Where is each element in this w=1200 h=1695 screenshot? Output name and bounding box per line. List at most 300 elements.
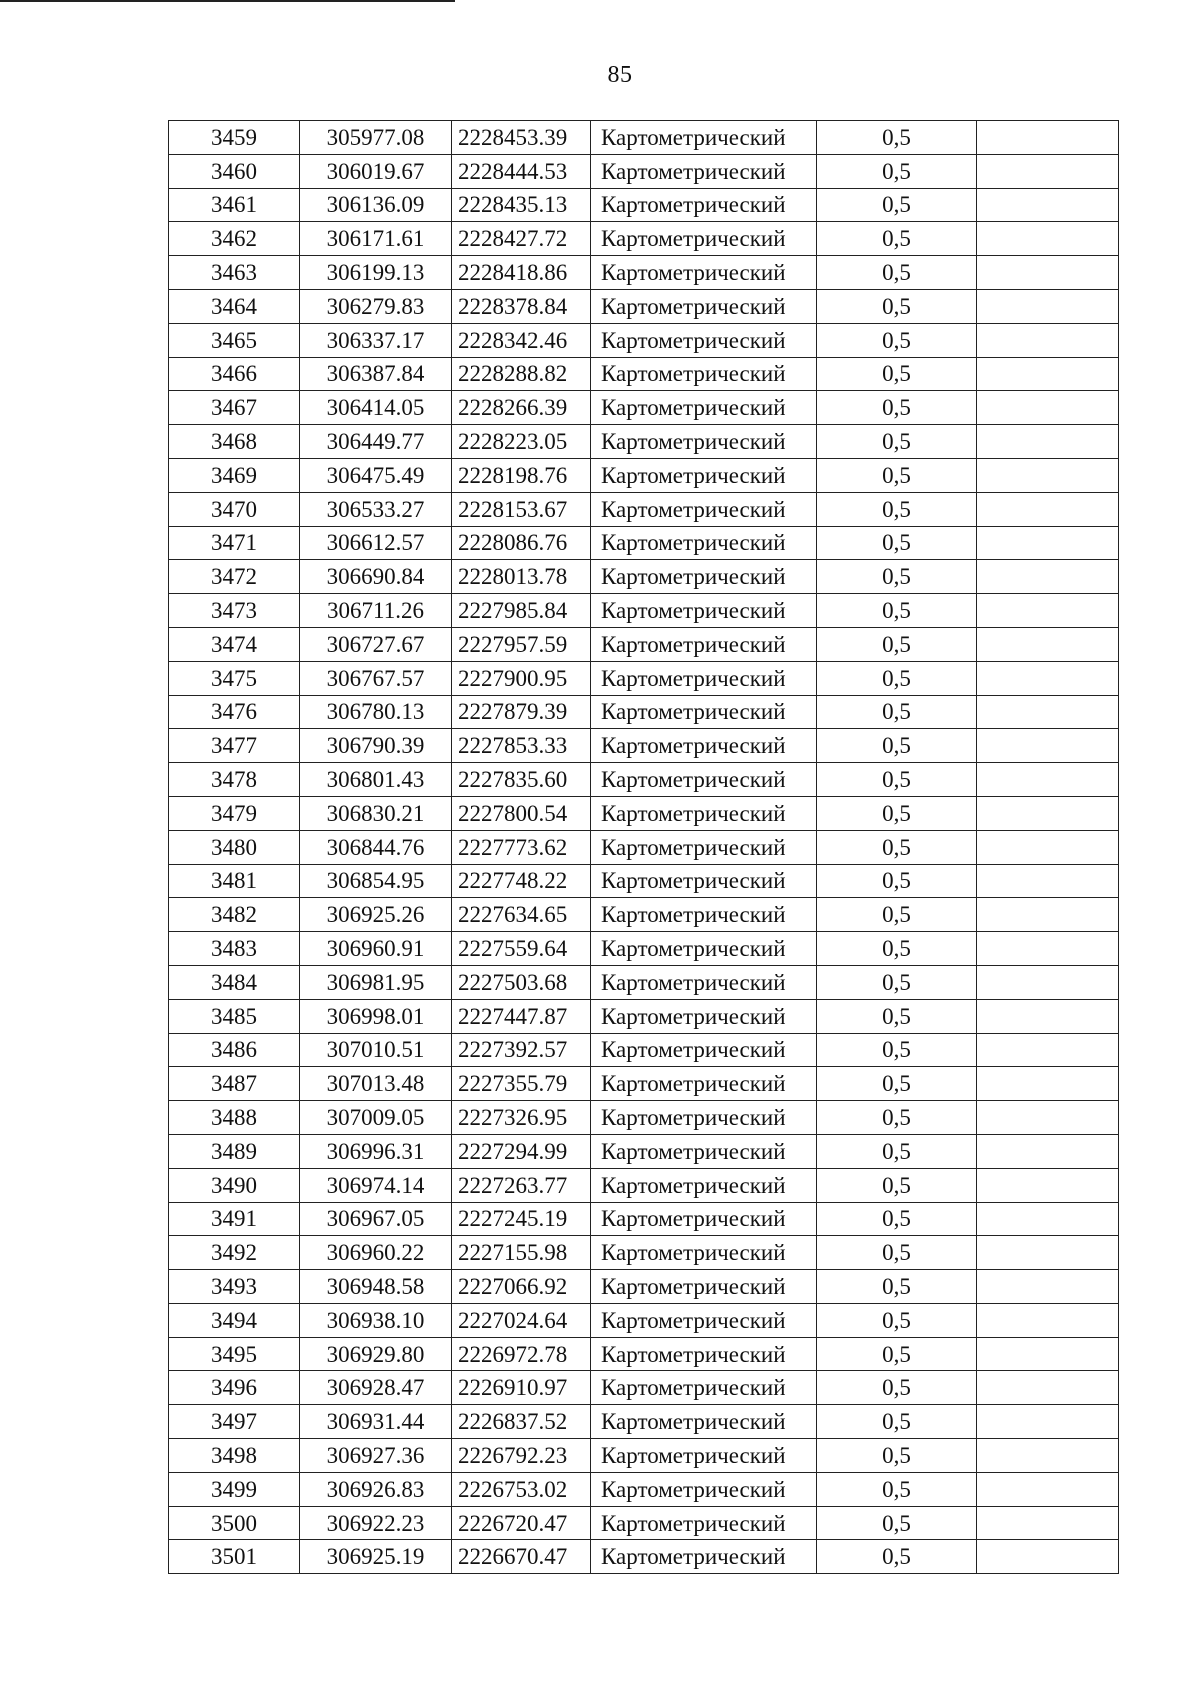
method-cell: Картометрический: [591, 1303, 817, 1337]
x-coordinate-cell: 306960.91: [300, 932, 452, 966]
note-cell: [977, 458, 1119, 492]
note-cell: [977, 999, 1119, 1033]
point-number-cell: 3495: [169, 1337, 300, 1371]
point-number-cell: 3485: [169, 999, 300, 1033]
x-coordinate-cell: 306960.22: [300, 1236, 452, 1270]
point-number-cell: 3469: [169, 458, 300, 492]
x-coordinate-cell: 306844.76: [300, 830, 452, 864]
note-cell: [977, 932, 1119, 966]
method-cell: Картометрический: [591, 999, 817, 1033]
note-cell: [977, 222, 1119, 256]
table-row: [169, 695, 1119, 729]
table-row: [169, 121, 1119, 155]
method-cell: Картометрический: [591, 932, 817, 966]
method-cell: Картометрический: [591, 357, 817, 391]
method-cell: Картометрический: [591, 391, 817, 425]
table-row: [169, 289, 1119, 323]
point-number-cell: 3496: [169, 1371, 300, 1405]
method-cell: Картометрический: [591, 796, 817, 830]
accuracy-cell: 0,5: [817, 661, 977, 695]
table-row: [169, 1202, 1119, 1236]
note-cell: [977, 323, 1119, 357]
accuracy-cell: 0,5: [817, 121, 977, 155]
point-number-cell: 3488: [169, 1101, 300, 1135]
method-cell: Картометрический: [591, 864, 817, 898]
y-coordinate-cell: 2227503.68: [452, 965, 591, 999]
accuracy-cell: 0,5: [817, 222, 977, 256]
note-cell: [977, 560, 1119, 594]
accuracy-cell: 0,5: [817, 1439, 977, 1473]
x-coordinate-cell: 306136.09: [300, 188, 452, 222]
point-number-cell: 3464: [169, 289, 300, 323]
y-coordinate-cell: 2226670.47: [452, 1540, 591, 1574]
method-cell: Картометрический: [591, 1472, 817, 1506]
accuracy-cell: 0,5: [817, 425, 977, 459]
x-coordinate-cell: 306767.57: [300, 661, 452, 695]
point-number-cell: 3460: [169, 154, 300, 188]
method-cell: Картометрический: [591, 729, 817, 763]
y-coordinate-cell: 2227447.87: [452, 999, 591, 1033]
point-number-cell: 3463: [169, 256, 300, 290]
table-row: [169, 796, 1119, 830]
y-coordinate-cell: 2227773.62: [452, 830, 591, 864]
point-number-cell: 3474: [169, 627, 300, 661]
x-coordinate-cell: 306929.80: [300, 1337, 452, 1371]
method-cell: Картометрический: [591, 1236, 817, 1270]
accuracy-cell: 0,5: [817, 695, 977, 729]
method-cell: Картометрический: [591, 763, 817, 797]
table-row: [169, 932, 1119, 966]
x-coordinate-cell: 306279.83: [300, 289, 452, 323]
table-row: [169, 1236, 1119, 1270]
method-cell: Картометрический: [591, 594, 817, 628]
method-cell: Картометрический: [591, 1101, 817, 1135]
y-coordinate-cell: 2227800.54: [452, 796, 591, 830]
y-coordinate-cell: 2227294.99: [452, 1134, 591, 1168]
note-cell: [977, 796, 1119, 830]
x-coordinate-cell: 307010.51: [300, 1033, 452, 1067]
method-cell: Картометрический: [591, 695, 817, 729]
point-number-cell: 3477: [169, 729, 300, 763]
y-coordinate-cell: 2227245.19: [452, 1202, 591, 1236]
note-cell: [977, 188, 1119, 222]
y-coordinate-cell: 2227263.77: [452, 1168, 591, 1202]
method-cell: Картометрический: [591, 898, 817, 932]
accuracy-cell: 0,5: [817, 256, 977, 290]
table-row: [169, 864, 1119, 898]
method-cell: Картометрический: [591, 560, 817, 594]
y-coordinate-cell: 2227748.22: [452, 864, 591, 898]
method-cell: Картометрический: [591, 1371, 817, 1405]
point-number-cell: 3478: [169, 763, 300, 797]
method-cell: Картометрический: [591, 1168, 817, 1202]
y-coordinate-cell: 2228086.76: [452, 526, 591, 560]
x-coordinate-cell: 306938.10: [300, 1303, 452, 1337]
accuracy-cell: 0,5: [817, 1405, 977, 1439]
point-number-cell: 3482: [169, 898, 300, 932]
point-number-cell: 3492: [169, 1236, 300, 1270]
accuracy-cell: 0,5: [817, 323, 977, 357]
point-number-cell: 3468: [169, 425, 300, 459]
accuracy-cell: 0,5: [817, 560, 977, 594]
table-row: [169, 1337, 1119, 1371]
point-number-cell: 3497: [169, 1405, 300, 1439]
y-coordinate-cell: 2226720.47: [452, 1506, 591, 1540]
y-coordinate-cell: 2227853.33: [452, 729, 591, 763]
x-coordinate-cell: 307009.05: [300, 1101, 452, 1135]
accuracy-cell: 0,5: [817, 289, 977, 323]
x-coordinate-cell: 306780.13: [300, 695, 452, 729]
y-coordinate-cell: 2228223.05: [452, 425, 591, 459]
table-row: [169, 425, 1119, 459]
accuracy-cell: 0,5: [817, 526, 977, 560]
note-cell: [977, 357, 1119, 391]
accuracy-cell: 0,5: [817, 627, 977, 661]
method-cell: Картометрический: [591, 1540, 817, 1574]
point-number-cell: 3470: [169, 492, 300, 526]
table-row: [169, 222, 1119, 256]
point-number-cell: 3481: [169, 864, 300, 898]
note-cell: [977, 1236, 1119, 1270]
accuracy-cell: 0,5: [817, 1202, 977, 1236]
method-cell: Картометрический: [591, 492, 817, 526]
method-cell: Картометрический: [591, 1067, 817, 1101]
page-top-rule: [0, 0, 455, 2]
y-coordinate-cell: 2228435.13: [452, 188, 591, 222]
y-coordinate-cell: 2228453.39: [452, 121, 591, 155]
accuracy-cell: 0,5: [817, 357, 977, 391]
point-number-cell: 3487: [169, 1067, 300, 1101]
table-row: [169, 1134, 1119, 1168]
table-row: [169, 999, 1119, 1033]
accuracy-cell: 0,5: [817, 188, 977, 222]
y-coordinate-cell: 2227326.95: [452, 1101, 591, 1135]
y-coordinate-cell: 2228013.78: [452, 560, 591, 594]
accuracy-cell: 0,5: [817, 1067, 977, 1101]
x-coordinate-cell: 306414.05: [300, 391, 452, 425]
note-cell: [977, 1371, 1119, 1405]
note-cell: [977, 1168, 1119, 1202]
note-cell: [977, 1506, 1119, 1540]
note-cell: [977, 1134, 1119, 1168]
y-coordinate-cell: 2227879.39: [452, 695, 591, 729]
point-number-cell: 3484: [169, 965, 300, 999]
note-cell: [977, 391, 1119, 425]
y-coordinate-cell: 2226910.97: [452, 1371, 591, 1405]
y-coordinate-cell: 2228153.67: [452, 492, 591, 526]
method-cell: Картометрический: [591, 222, 817, 256]
point-number-cell: 3461: [169, 188, 300, 222]
accuracy-cell: 0,5: [817, 965, 977, 999]
coordinates-table: [168, 120, 1119, 1574]
x-coordinate-cell: 306974.14: [300, 1168, 452, 1202]
table-row: [169, 560, 1119, 594]
accuracy-cell: 0,5: [817, 932, 977, 966]
table-row: [169, 1033, 1119, 1067]
point-number-cell: 3486: [169, 1033, 300, 1067]
note-cell: [977, 965, 1119, 999]
y-coordinate-cell: 2227985.84: [452, 594, 591, 628]
accuracy-cell: 0,5: [817, 154, 977, 188]
x-coordinate-cell: 306830.21: [300, 796, 452, 830]
point-number-cell: 3491: [169, 1202, 300, 1236]
note-cell: [977, 121, 1119, 155]
x-coordinate-cell: 306475.49: [300, 458, 452, 492]
accuracy-cell: 0,5: [817, 729, 977, 763]
note-cell: [977, 1540, 1119, 1574]
point-number-cell: 3490: [169, 1168, 300, 1202]
method-cell: Картометрический: [591, 1506, 817, 1540]
y-coordinate-cell: 2226837.52: [452, 1405, 591, 1439]
x-coordinate-cell: 306927.36: [300, 1439, 452, 1473]
x-coordinate-cell: 306533.27: [300, 492, 452, 526]
x-coordinate-cell: 306922.23: [300, 1506, 452, 1540]
x-coordinate-cell: 306711.26: [300, 594, 452, 628]
y-coordinate-cell: 2228418.86: [452, 256, 591, 290]
point-number-cell: 3473: [169, 594, 300, 628]
note-cell: [977, 864, 1119, 898]
accuracy-cell: 0,5: [817, 898, 977, 932]
x-coordinate-cell: 306171.61: [300, 222, 452, 256]
table-row: [169, 323, 1119, 357]
x-coordinate-cell: 306996.31: [300, 1134, 452, 1168]
accuracy-cell: 0,5: [817, 1236, 977, 1270]
method-cell: Картометрический: [591, 1405, 817, 1439]
point-number-cell: 3498: [169, 1439, 300, 1473]
method-cell: Картометрический: [591, 1202, 817, 1236]
note-cell: [977, 1472, 1119, 1506]
x-coordinate-cell: 306998.01: [300, 999, 452, 1033]
note-cell: [977, 763, 1119, 797]
table-row: [169, 1168, 1119, 1202]
note-cell: [977, 1270, 1119, 1304]
table-row: [169, 256, 1119, 290]
x-coordinate-cell: 306948.58: [300, 1270, 452, 1304]
table-row: [169, 898, 1119, 932]
note-cell: [977, 1033, 1119, 1067]
x-coordinate-cell: 306337.17: [300, 323, 452, 357]
method-cell: Картометрический: [591, 526, 817, 560]
note-cell: [977, 154, 1119, 188]
accuracy-cell: 0,5: [817, 391, 977, 425]
point-number-cell: 3479: [169, 796, 300, 830]
accuracy-cell: 0,5: [817, 1033, 977, 1067]
method-cell: Картометрический: [591, 627, 817, 661]
accuracy-cell: 0,5: [817, 1540, 977, 1574]
note-cell: [977, 1202, 1119, 1236]
point-number-cell: 3489: [169, 1134, 300, 1168]
table-row: [169, 627, 1119, 661]
note-cell: [977, 1067, 1119, 1101]
y-coordinate-cell: 2227024.64: [452, 1303, 591, 1337]
x-coordinate-cell: 306931.44: [300, 1405, 452, 1439]
y-coordinate-cell: 2227900.95: [452, 661, 591, 695]
table-row: [169, 1371, 1119, 1405]
y-coordinate-cell: 2228444.53: [452, 154, 591, 188]
table-row: [169, 1303, 1119, 1337]
accuracy-cell: 0,5: [817, 999, 977, 1033]
method-cell: Картометрический: [591, 188, 817, 222]
y-coordinate-cell: 2228427.72: [452, 222, 591, 256]
method-cell: Картометрический: [591, 1033, 817, 1067]
note-cell: [977, 594, 1119, 628]
y-coordinate-cell: 2227066.92: [452, 1270, 591, 1304]
point-number-cell: 3483: [169, 932, 300, 966]
point-number-cell: 3476: [169, 695, 300, 729]
table-row: [169, 492, 1119, 526]
table-row: [169, 458, 1119, 492]
point-number-cell: 3500: [169, 1506, 300, 1540]
method-cell: Картометрический: [591, 830, 817, 864]
y-coordinate-cell: 2226792.23: [452, 1439, 591, 1473]
accuracy-cell: 0,5: [817, 830, 977, 864]
point-number-cell: 3459: [169, 121, 300, 155]
table-row: [169, 965, 1119, 999]
y-coordinate-cell: 2228378.84: [452, 289, 591, 323]
coordinates-table-container: [168, 120, 1118, 1574]
table-row: [169, 763, 1119, 797]
y-coordinate-cell: 2227634.65: [452, 898, 591, 932]
x-coordinate-cell: 306612.57: [300, 526, 452, 560]
point-number-cell: 3471: [169, 526, 300, 560]
note-cell: [977, 1101, 1119, 1135]
x-coordinate-cell: 306801.43: [300, 763, 452, 797]
accuracy-cell: 0,5: [817, 1371, 977, 1405]
method-cell: Картометрический: [591, 323, 817, 357]
table-row: [169, 154, 1119, 188]
note-cell: [977, 1303, 1119, 1337]
accuracy-cell: 0,5: [817, 864, 977, 898]
table-row: [169, 1506, 1119, 1540]
accuracy-cell: 0,5: [817, 1270, 977, 1304]
table-row: [169, 729, 1119, 763]
x-coordinate-cell: 306790.39: [300, 729, 452, 763]
point-number-cell: 3462: [169, 222, 300, 256]
point-number-cell: 3493: [169, 1270, 300, 1304]
y-coordinate-cell: 2227957.59: [452, 627, 591, 661]
note-cell: [977, 898, 1119, 932]
note-cell: [977, 1439, 1119, 1473]
y-coordinate-cell: 2227392.57: [452, 1033, 591, 1067]
x-coordinate-cell: 306449.77: [300, 425, 452, 459]
note-cell: [977, 830, 1119, 864]
x-coordinate-cell: 306019.67: [300, 154, 452, 188]
x-coordinate-cell: 306727.67: [300, 627, 452, 661]
table-row: [169, 1101, 1119, 1135]
method-cell: Картометрический: [591, 1270, 817, 1304]
note-cell: [977, 526, 1119, 560]
note-cell: [977, 425, 1119, 459]
accuracy-cell: 0,5: [817, 458, 977, 492]
point-number-cell: 3467: [169, 391, 300, 425]
page-number: 85: [607, 62, 633, 88]
accuracy-cell: 0,5: [817, 763, 977, 797]
coordinates-table-body: [169, 121, 1119, 1574]
y-coordinate-cell: 2227559.64: [452, 932, 591, 966]
x-coordinate-cell: 306387.84: [300, 357, 452, 391]
x-coordinate-cell: 306981.95: [300, 965, 452, 999]
note-cell: [977, 1337, 1119, 1371]
accuracy-cell: 0,5: [817, 1472, 977, 1506]
table-row: [169, 1405, 1119, 1439]
table-row: [169, 1270, 1119, 1304]
table-row: [169, 391, 1119, 425]
note-cell: [977, 661, 1119, 695]
x-coordinate-cell: 306199.13: [300, 256, 452, 290]
point-number-cell: 3499: [169, 1472, 300, 1506]
table-row: [169, 1439, 1119, 1473]
accuracy-cell: 0,5: [817, 1101, 977, 1135]
note-cell: [977, 492, 1119, 526]
note-cell: [977, 256, 1119, 290]
point-number-cell: 3466: [169, 357, 300, 391]
accuracy-cell: 0,5: [817, 1134, 977, 1168]
method-cell: Картометрический: [591, 965, 817, 999]
y-coordinate-cell: 2227155.98: [452, 1236, 591, 1270]
method-cell: Картометрический: [591, 256, 817, 290]
y-coordinate-cell: 2228266.39: [452, 391, 591, 425]
point-number-cell: 3472: [169, 560, 300, 594]
y-coordinate-cell: 2226753.02: [452, 1472, 591, 1506]
accuracy-cell: 0,5: [817, 1168, 977, 1202]
method-cell: Картометрический: [591, 121, 817, 155]
table-row: [169, 526, 1119, 560]
table-row: [169, 188, 1119, 222]
method-cell: Картометрический: [591, 425, 817, 459]
accuracy-cell: 0,5: [817, 1303, 977, 1337]
table-row: [169, 661, 1119, 695]
table-row: [169, 1067, 1119, 1101]
table-row: [169, 1540, 1119, 1574]
accuracy-cell: 0,5: [817, 1506, 977, 1540]
method-cell: Картометрический: [591, 1134, 817, 1168]
point-number-cell: 3494: [169, 1303, 300, 1337]
table-row: [169, 357, 1119, 391]
y-coordinate-cell: 2228198.76: [452, 458, 591, 492]
point-number-cell: 3501: [169, 1540, 300, 1574]
y-coordinate-cell: 2228342.46: [452, 323, 591, 357]
point-number-cell: 3480: [169, 830, 300, 864]
note-cell: [977, 1405, 1119, 1439]
x-coordinate-cell: 306926.83: [300, 1472, 452, 1506]
x-coordinate-cell: 307013.48: [300, 1067, 452, 1101]
x-coordinate-cell: 306967.05: [300, 1202, 452, 1236]
method-cell: Картометрический: [591, 1439, 817, 1473]
x-coordinate-cell: 306925.26: [300, 898, 452, 932]
y-coordinate-cell: 2227835.60: [452, 763, 591, 797]
method-cell: Картометрический: [591, 154, 817, 188]
note-cell: [977, 695, 1119, 729]
method-cell: Картометрический: [591, 1337, 817, 1371]
note-cell: [977, 729, 1119, 763]
y-coordinate-cell: 2228288.82: [452, 357, 591, 391]
y-coordinate-cell: 2227355.79: [452, 1067, 591, 1101]
table-row: [169, 830, 1119, 864]
method-cell: Картометрический: [591, 289, 817, 323]
x-coordinate-cell: 306925.19: [300, 1540, 452, 1574]
x-coordinate-cell: 306690.84: [300, 560, 452, 594]
x-coordinate-cell: 305977.08: [300, 121, 452, 155]
y-coordinate-cell: 2226972.78: [452, 1337, 591, 1371]
point-number-cell: 3475: [169, 661, 300, 695]
table-row: [169, 1472, 1119, 1506]
method-cell: Картометрический: [591, 458, 817, 492]
x-coordinate-cell: 306928.47: [300, 1371, 452, 1405]
note-cell: [977, 289, 1119, 323]
method-cell: Картометрический: [591, 661, 817, 695]
accuracy-cell: 0,5: [817, 796, 977, 830]
note-cell: [977, 627, 1119, 661]
